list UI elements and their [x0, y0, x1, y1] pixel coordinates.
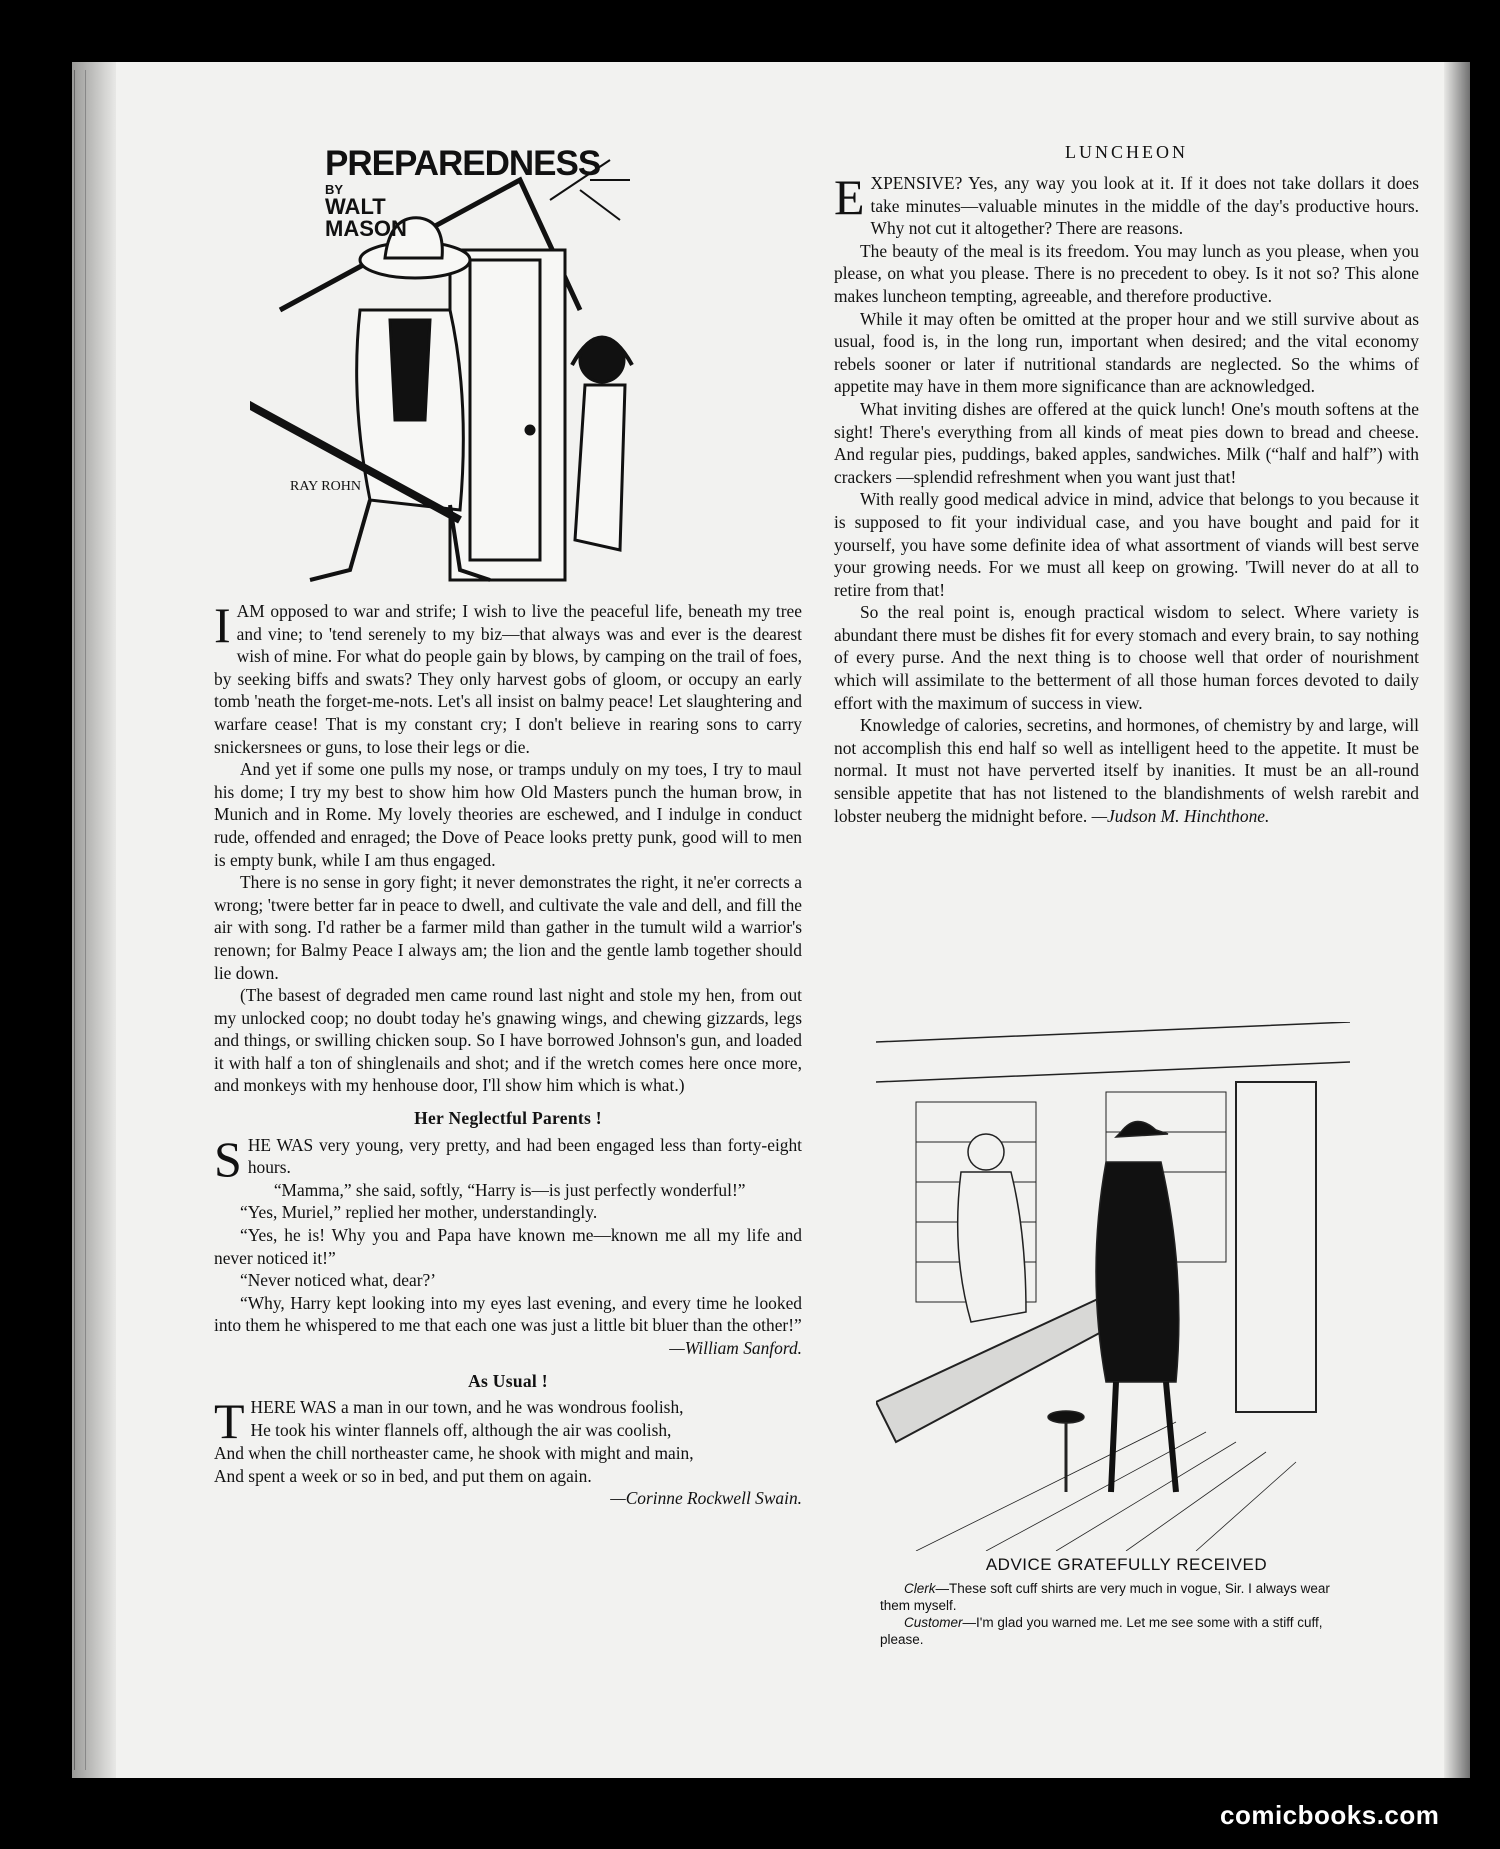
- man-vest: [390, 320, 430, 420]
- article-paragraph: So the real point is, enough practical wisdom to select. Where variety is abundant there must be dishes fit for every stomach and every brain, to say nothing of every purse. And the next thing is to choose well that order of nourishment which will assimilate to the betterment of all those human forces devoted to daily effort with the maximum of success in view.: [834, 602, 1419, 713]
- clerk-head: [968, 1134, 1004, 1170]
- article-paragraph: And yet if some one pulls my nose, or tramps unduly on my toes, I try to maul his dome; I try my best to show him how Old Masters punch the human brow, in Munich and in Rome. My lovely theories are eschewed, and I indulge in conduct rude, offended and enraged; the Dove of Peace looks pretty punk, good will to men is empty bunk, while I am thus engaged.: [214, 759, 802, 870]
- byline-author: WALT MASON: [325, 194, 407, 241]
- article-paragraph: “Yes, he is! Why you and Papa have known me—known me all my life and never noticed it!”: [214, 1225, 802, 1268]
- article-paragraph: I AM opposed to war and strife; I wish to live the peaceful life, beneath my tree and vine; to 'tend serenely to my biz—that always was and ever is the dearest wish of mine. For what do people gain by blows, by camping on the trail of foes, by seeking biffs and swats? They only harvest gobs of gloom, or occupy an early tomb 'neath the forget-me-nots. Let's all insist on balmy peace! Let slaughtering and warfare cease! That is my constant cry; I don't believe in rearing sons to carry snickersnees or guns, to lose their legs or die.: [214, 597, 802, 757]
- drop-cap: S: [214, 1130, 242, 1187]
- customer-body: [1096, 1162, 1179, 1382]
- drop-cap: E: [834, 169, 865, 225]
- preparedness-article: [214, 597, 802, 1097]
- as-usual-poem: [214, 1393, 802, 1509]
- luncheon-heading: LUNCHEON: [1065, 142, 1188, 162]
- article-paragraph: There is no sense in gory fight; it never demonstrates the right, it ne'er corrects a wrong; 'twere better far in peace to dwell, and cultivate the vale and dell, and fill the air with song. I'd rather be a farmer mild than gather in the tumult wild a warrior's renown; for Balmy Peace I always am; the lion and the gentle lamb together should lie down.: [214, 872, 802, 983]
- author-signature: —Judson M. Hinchthone.: [1091, 805, 1270, 826]
- display-cabinet: [1236, 1082, 1316, 1412]
- page-right-edge: [1444, 62, 1470, 1778]
- article-paragraph: The beauty of the meal is its freedom. You may lunch as you please, when you please, on what you please. There is no precedent to obey. Is it not so? This alone makes luncheon tempting, agreeable, and therefore productive.: [834, 240, 1419, 306]
- article-paragraph: (The basest of degraded men came round last night and stole my hen, from out my unlocked coop; no doubt today he's gnawing wings, and chewing gizzards, legs and things, or swilling chicken soup. So I have borrowed Johnson's gun, and loaded it with half a ton of shinglenails and shot; and if the wretch comes here once more, and monkeys with my henhouse door, I'll show him which is what.): [214, 985, 802, 1096]
- child-body: [575, 385, 625, 550]
- left-column: [214, 597, 802, 1510]
- article-paragraph: SHE WAS very young, very pretty, and had been engaged less than forty-eight hours.: [214, 1130, 802, 1187]
- article-paragraph: “Never noticed what, dear?’: [240, 1270, 437, 1291]
- cartoon-caption-title: ADVICE GRATEFULLY RECEIVED: [985, 1555, 1268, 1574]
- door-knob: [526, 426, 534, 434]
- article-paragraph: While it may often be omitted at the proper hour and we still survive about as usual, food is, in the long run, important when desired; and the vital economy rebels sooner or later if nutritional standards are neglected. So the whims of appetite may have in them more significance than are acknowledged.: [834, 308, 1419, 397]
- byline-by: BY: [325, 182, 344, 197]
- neglectful-heading: Her Neglectful Parents !: [414, 1108, 602, 1129]
- author-signature: —Corinne Rockwell Swain.: [610, 1488, 802, 1509]
- speaker-label: Customer: [904, 1615, 963, 1630]
- article-paragraph: With really good medical advice in mind, advice that belongs to you because it is supposed to fit your individual case, and you have bought and paid for it yourself, you have some definite idea of what assortment of viands will best serve your growing needs. For we must all keep on growing. 'Twill never do at all to retire from that!: [834, 489, 1419, 600]
- caption-customer-line: Customer—I'm glad you warned me. Let me see some with a stiff cuff, please.: [880, 1615, 1323, 1647]
- store-cartoon-illustration: [876, 1022, 1350, 1551]
- outhouse-body: [450, 250, 565, 580]
- as-usual-heading: As Usual !: [468, 1370, 548, 1391]
- author-signature: —William Sanford.: [669, 1338, 802, 1358]
- poem-line: He took his winter flannels off, although the air was coolish,: [250, 1419, 672, 1440]
- drop-cap: I: [214, 597, 231, 653]
- article-paragraph: “Mamma,” she said, softly, “Harry is—is just perfectly wonderful!”: [273, 1179, 746, 1200]
- poem-line: And spent a week or so in bed, and put them on again.: [214, 1465, 592, 1486]
- drop-cap: T: [214, 1393, 245, 1450]
- article-paragraph: What inviting dishes are offered at the quick lunch! One's mouth softens at the sight! There's everything from all kinds of meat pies down to bread and cheese. And regular pies, puddings, baked apples, sandwiches. Milk (“half and half”) with crackers —splendid refreshment when you want just that!: [834, 398, 1419, 487]
- poem-line: THERE WAS a man in our town, and he was wondrous foolish,: [214, 1393, 684, 1450]
- site-watermark: comicbooks.com: [1220, 1800, 1440, 1830]
- article-paragraph: EXPENSIVE? Yes, any way you look at it. If it does not take dollars it does take minutes—valuable minutes in the middle of the day's productive hours. Why not cut it altogether? There are reasons.: [834, 169, 1419, 239]
- article-paragraph: Knowledge of calories, secretins, and hormones, of chemistry by and large, will not accomplish this end half so well as intelligent heed to the appetite. It must be normal. It must not have perverted itself by inanities. It must be an all-round sensible appetite that has not listened to the blandishments of welsh rarebit and lobster neuberg the midnight before. —Judson M. Hinchthone.: [834, 715, 1419, 826]
- poem-line: And when the chill northeaster came, he shook with might and main,: [214, 1443, 694, 1464]
- article-paragraph: “Yes, Muriel,” replied her mother, understandingly.: [240, 1202, 598, 1223]
- speaker-label: Clerk: [904, 1581, 936, 1596]
- artist-signature: RAY ROHN: [290, 479, 361, 494]
- clerk-body: [958, 1172, 1026, 1322]
- caption-clerk-line: Clerk—These soft cuff shirts are very much in vogue, Sir. I always wear them myself.: [880, 1581, 1330, 1613]
- page-edge-lines: [74, 70, 86, 1770]
- right-column: [834, 169, 1419, 827]
- preparedness-title: PREPAREDNESS: [325, 144, 601, 183]
- stool-seat: [1048, 1411, 1084, 1423]
- neglectful-article: [214, 1130, 802, 1360]
- cartoon-caption: [880, 1580, 1360, 1648]
- article-paragraph: “Why, Harry kept looking into my eyes last evening, and every time he looked into them he whispered to me that each one was just a little bit bluer than the other!” —William Sanford.: [214, 1292, 802, 1358]
